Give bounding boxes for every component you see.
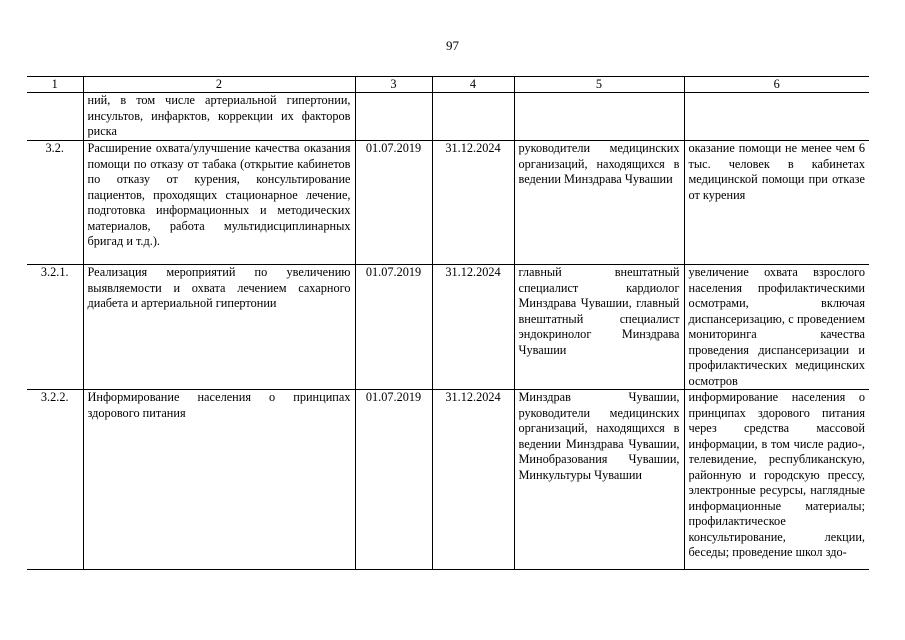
column-header: 3 <box>355 77 432 93</box>
column-header: 6 <box>684 77 869 93</box>
table-row <box>27 390 869 570</box>
responsible-text <box>514 93 684 141</box>
end-date: 31.12.2024 <box>432 265 514 390</box>
column-header: 2 <box>83 77 355 93</box>
start-date: 01.07.2019 <box>355 265 432 390</box>
page-number: 97 <box>446 38 459 53</box>
row-number: 3.2.1. <box>27 265 83 390</box>
measure-text: Информирование населения о принципах здорового питания <box>83 390 355 570</box>
start-date <box>355 93 432 141</box>
result-text: оказание помощи не менее чем 6 тыс. человек в кабинетах медицинской помощи при отказе от курения <box>684 141 869 265</box>
responsible-text: главный внештатный специалист кардиолог Минздрава Чувашии, главный внештатный специалист эндокринолог Минздрава Чувашии <box>514 265 684 390</box>
table-header-row <box>27 77 869 93</box>
result-text: увеличение охвата взрослого населения профилактическими осмотрами, включая диспансеризацию, с проведением мониторинга качества проведения диспансеризации и профилактических медицинских осмотров <box>684 265 869 390</box>
responsible-text: руководители медицинских организаций, находящихся в ведении Минздрава Чувашии <box>514 141 684 265</box>
start-date: 01.07.2019 <box>355 390 432 570</box>
row-number <box>27 93 83 141</box>
table-row <box>27 141 869 265</box>
measures-table <box>27 76 869 570</box>
column-header: 5 <box>514 77 684 93</box>
table-row <box>27 93 869 141</box>
start-date: 01.07.2019 <box>355 141 432 265</box>
result-text: информирование населения о принципах здорового питания через средства массовой информации, в том числе радио-, телевидение, республиканскую, районную и городскую прессу, электронные ресурсы, наглядные информационные материалы; профилактическое консультирование, лекции, беседы; проведение школ здо- <box>684 390 869 570</box>
result-text <box>684 93 869 141</box>
column-header: 4 <box>432 77 514 93</box>
column-header: 1 <box>27 77 83 93</box>
table-row <box>27 265 869 390</box>
measure-text: Реализация мероприятий по увеличению выявляемости и охвата лечением сахарного диабета и артериальной гипертонии <box>83 265 355 390</box>
end-date: 31.12.2024 <box>432 141 514 265</box>
end-date <box>432 93 514 141</box>
measure-text: ний, в том числе артериальной гипертонии, инсультов, инфарктов, коррекции их факторов риска <box>83 93 355 141</box>
row-number: 3.2. <box>27 141 83 265</box>
row-number: 3.2.2. <box>27 390 83 570</box>
end-date: 31.12.2024 <box>432 390 514 570</box>
responsible-text: Минздрав Чувашии, руководители медицинских организаций, находящихся в ведении Минздрава Чувашии, Минобразования Чувашии, Минкультуры Чувашии <box>514 390 684 570</box>
measure-text: Расширение охвата/улучшение качества оказания помощи по отказу от табака (открытие кабинетов по отказу от курения, консультирование пациентов, проходящих стационарное лечение, подготовка информационных и методических материалов, работа мультидисциплинарных бригад и т.д.). <box>83 141 355 265</box>
